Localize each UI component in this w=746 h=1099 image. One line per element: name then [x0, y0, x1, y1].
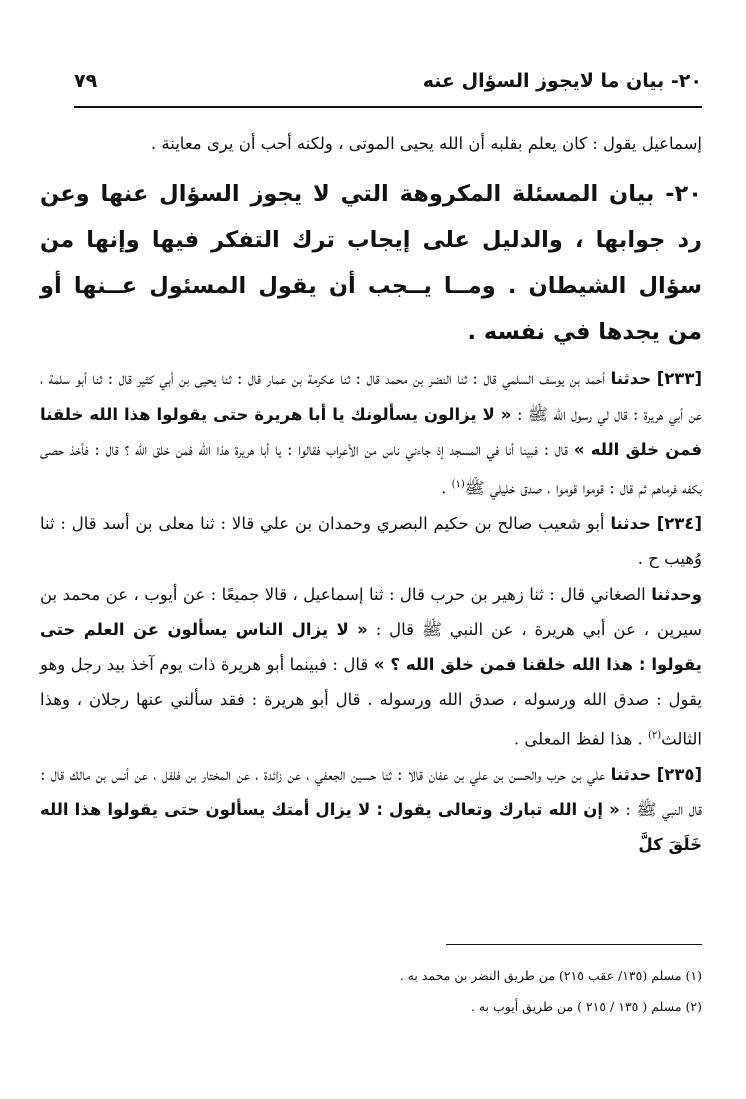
footnote-1: (١) مسلم (١٣٥/ عقب ٢١٥) من طريق النضر بن محمد به .	[399, 968, 702, 983]
main-text	[40, 126, 702, 862]
footnote-ref: (١)	[451, 479, 465, 491]
footnote-2: (٢) مسلم ( ١٣٥ / ٢١٥ ) من طريق أيوب به .	[470, 999, 702, 1014]
hadith-235	[40, 757, 702, 863]
hadith-234-second-chain	[40, 577, 702, 757]
narration-word: وحدثنا	[651, 584, 703, 604]
hadith-233	[40, 361, 702, 506]
chapter-heading: ٢٠- بيان المسئلة المكروهة التي لا يجوز السؤال عنها وعن رد جوابها ، والدليل على إيجاب ترك التفكر فيها وإنها من سؤال الشيطان . ومــا يــجب أن يقول المسئول عــنها أو من يجدها في نفسه .	[40, 181, 702, 346]
footnotes	[300, 960, 702, 1022]
hadith-number: [٢٣٤]	[656, 513, 702, 533]
narration-word: حدثنا	[610, 513, 651, 533]
page-number: ٧٩	[74, 70, 98, 92]
isnad-text: علي بن حرب والحسن بن علي بن عفان قالا : ثنا حسين الجعفي ، عن زائدة ، عن المختار بن فلفل ، عن أنس بن مالك قال : قال النبي ﷺ :	[40, 764, 702, 819]
hadith-234	[40, 506, 702, 577]
narration-word: حدثنا	[610, 764, 652, 784]
paragraph-continuation: إسماعيل يقول : كان يعلم بقلبه أن الله يحيى الموتى ، ولكنه أحب أن يرى معاينة .	[150, 134, 702, 153]
chapter-running-title: ٢٠- بيان ما لايجوز السؤال عنه	[422, 70, 702, 92]
hadith-number: [٢٣٣]	[656, 369, 702, 389]
footnote-ref: (٢)	[647, 729, 662, 741]
running-header	[74, 66, 702, 108]
narrative-text: قال : فبينما أبو هريرة ذات يوم آخذ بيد رجل وهو يقول : صدق الله ورسوله ، صدق الله ورسوله . قال أبو هريرة : فقد سألني عنها رجلان ، وهذا الثالث	[40, 655, 702, 749]
narration-word: حدثنا	[610, 369, 652, 389]
sentence-end: .	[441, 478, 452, 498]
closing-note: . هذا لفظ المعلى .	[513, 729, 648, 749]
isnad-text: الصغاني قال : ثنا زهير بن حرب قال : ثنا إسماعيل ، قالا جميعًا : عن أيوب ، عن محمد بن سيرين ، عن أبي هريرة ، عن النبي ﷺ قال :	[40, 584, 702, 639]
isnad-text: أحمد بن يوسف السلمي قال : ثنا النضر بن محمد قال : ثنا عكرمة بن عمار قال : ثنا يحيى بن أبي كثير قال : ثنا أبو سلمة ، عن أبي هريرة : قال لي رسول الله ﷺ :	[40, 369, 702, 424]
footnote-separator	[446, 944, 702, 945]
hadith-number: [٢٣٥]	[656, 764, 703, 784]
isnad-text: أبو شعيب صالح بن حكيم البصري وحمدان بن علي قالا : ثنا معلى بن أسد قال : ثنا وُهيب ح .	[40, 513, 702, 569]
matn-text: « لا يزالون يسألونك يا أبا هريرة حتى يقولوا هذا الله خلقنا فمن خلق الله »	[40, 404, 703, 459]
narrative-text: قال : فبينا أنا في المسجد إذ جاءني ناس من الأعراب فقالوا : يا أبا هريرة هذا الله فمن خلق الله ؟ قال : فأخذ حصى بكفه فرماهم ثم قال : قوموا قوموا ، صدق خليلي ﷺ	[40, 439, 702, 498]
matn-text: « إن الله تبارك وتعالى يقول : لا يزال أمتك يسألون حتى يقولوا هذا الله خَلَقَ كلَّ	[40, 799, 702, 855]
matn-text: « لا يزال الناس يسألون عن العلم حتى يقولوا : هذا الله خلقنا فمن خلق الله ؟ »	[40, 619, 702, 675]
